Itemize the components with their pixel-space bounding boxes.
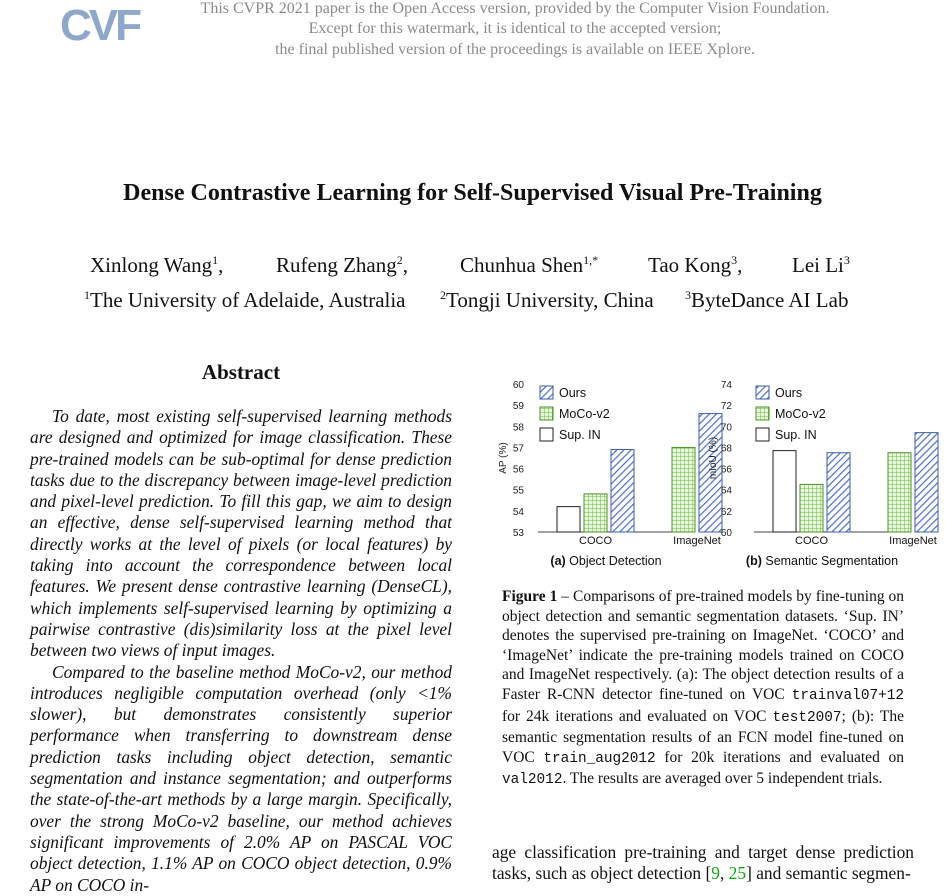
y-tick-label: 70 [720,422,732,434]
legend-swatch [540,428,553,441]
figure-1-caption: Figure 1 – Comparisons of pre-trained models by fine-tuning on object detection and semantic segmentation datasets. ‘Sup. IN’ denotes the supervised pre-training on ImageNet. ‘COCO’ and ‘ImageNet’ indicate the pre-training models trained on COCO and ImageNet respectively. (a): The object detection results of a Faster R-CNN detector fine-tuned on VOC trainval07+12 for 24k iterations and evaluated on VOC test2007; (b): The semantic segmentation results of an FCN model fine-tuned on VOC train_aug2012 for 20k iterations and evaluated on val2012. The results are averaged over 5 independent trials. [502,588,905,789]
y-tick-label: 59 [512,401,524,413]
y-tick-label: 56 [512,464,524,476]
affiliation-1: $^1$The University of Adelaide, Australia [84,288,406,312]
author-3: Chunhua Shen$^{1,*}$ [460,253,599,277]
legend-label: Ours [775,386,803,400]
paper-title: Dense Contrastive Learning for Self-Supervised Visual Pre-Training [123,180,822,206]
figure-1-charts [496,372,937,572]
watermark-line-1: This CVPR 2021 paper is the Open Access version, provided by the Computer Vision Foundation. [200,0,830,17]
chart-subtitle-text: Semantic Segmentation [765,554,899,568]
figure-1 [496,372,937,572]
y-tick-label: 64 [720,485,732,497]
legend-swatch [756,386,769,399]
author-1: Xinlong Wang$^1$, [90,253,224,277]
y-axis-label: AP (%) [498,442,509,474]
chart-subtitle [550,554,661,568]
bar-moco-v2 [584,494,607,532]
x-tick-label: COCO [795,535,828,547]
y-tick-label: 62 [720,506,732,518]
chart-subtitle [746,554,898,568]
x-tick-label: COCO [579,535,612,547]
legend-label: Sup. IN [775,428,817,442]
affiliation-2: $^2$Tongji University, China [440,288,654,312]
bar-sup-in [773,451,796,532]
bar-moco-v2 [888,453,911,532]
y-axis-label: mIoU (%) [708,436,719,480]
y-tick-label: 58 [512,422,524,434]
y-tick-label: 54 [512,506,524,518]
legend-label: MoCo-v2 [775,407,826,421]
abstract-heading: Abstract [201,360,281,384]
legend-swatch [540,386,553,399]
y-tick-label: 55 [512,485,524,497]
cvf-logo: CVF [60,1,139,50]
y-tick-label: 74 [720,380,732,391]
legend-swatch [540,407,553,420]
bar-ours [827,453,850,532]
y-tick-label: 66 [720,464,732,476]
legend-label: Sup. IN [559,428,601,442]
y-tick-label: 57 [512,443,524,455]
abstract-paragraph-2: Compared to the baseline method MoCo-v2, our method introduces negligible computation overhead (only <1% slower), but demonstrates consistently superior performance when transferring to downstream dense prediction tasks including object detection, semantic segmentation and instance segmentation; and outperforms the state-of-the-art methods by a large margin. Specifically, over the strong MoCo-v2 baseline, our method achieves significant improvements of 2.0% AP on PASCAL VOC object detection, 1.1% AP on COCO object detection, 0.9% AP on COCO in- [30,661,452,895]
legend-swatch [756,428,769,441]
bar-ours [915,433,938,532]
y-tick-label: 68 [720,443,732,455]
legend-swatch [756,407,769,420]
body-paragraph: age classification pre-training and target dense prediction tasks, such as object detection [9, 25] and semantic segmen- [492,842,914,884]
chart-subtitle-label: (a) [550,554,570,568]
legend-label: MoCo-v2 [559,407,610,421]
bar-moco-v2 [672,447,695,532]
y-tick-label: 60 [720,528,732,539]
y-tick-label: 53 [512,528,524,539]
abstract-body [30,406,452,896]
abstract-paragraph-1: To date, most existing self-supervised learning methods are designed and optimized for image classification. These pre-trained models can be sub-optimal for dense prediction tasks due to the discrepancy between image-level prediction and pixel-level prediction. To fill this gap, we aim to design an effective, dense self-supervised learning method that directly works at the level of pixels (or local features) by taking into account the correspondence between local features. We present dense contrastive learning (DenseCL), which implements self-supervised learning by optimizing a pairwise contrastive (dis)similarity loss at the pixel level between two views of input images. [30,406,452,661]
chart-subtitle-text: Object Detection [569,554,662,568]
affiliation-3: $^3$ByteDance AI Lab [685,288,849,312]
chart-subtitle-label: (b) [745,554,766,568]
bar-sup-in [557,507,580,532]
watermark-line-3: the final published version of the proceedings is available on IEEE Xplore. [275,41,755,58]
citation-link[interactable]: 9 [711,863,720,884]
citation-link[interactable]: 25 [728,863,747,884]
x-tick-label: ImageNet [673,535,721,547]
x-tick-label: ImageNet [889,535,937,547]
author-5: Lei Li$^3$ [792,253,850,277]
watermark-line-2: Except for this watermark, it is identical to the accepted version; [308,20,722,37]
y-tick-label: 72 [720,401,732,413]
author-2: Rufeng Zhang$^2$, [276,253,408,277]
caption-label: Figure 1 [502,588,558,605]
author-4: Tao Kong$^3$, [648,253,743,277]
bar-moco-v2 [800,484,823,532]
legend-label: Ours [559,386,587,400]
y-tick-label: 60 [512,380,524,391]
bar-ours [611,450,634,532]
